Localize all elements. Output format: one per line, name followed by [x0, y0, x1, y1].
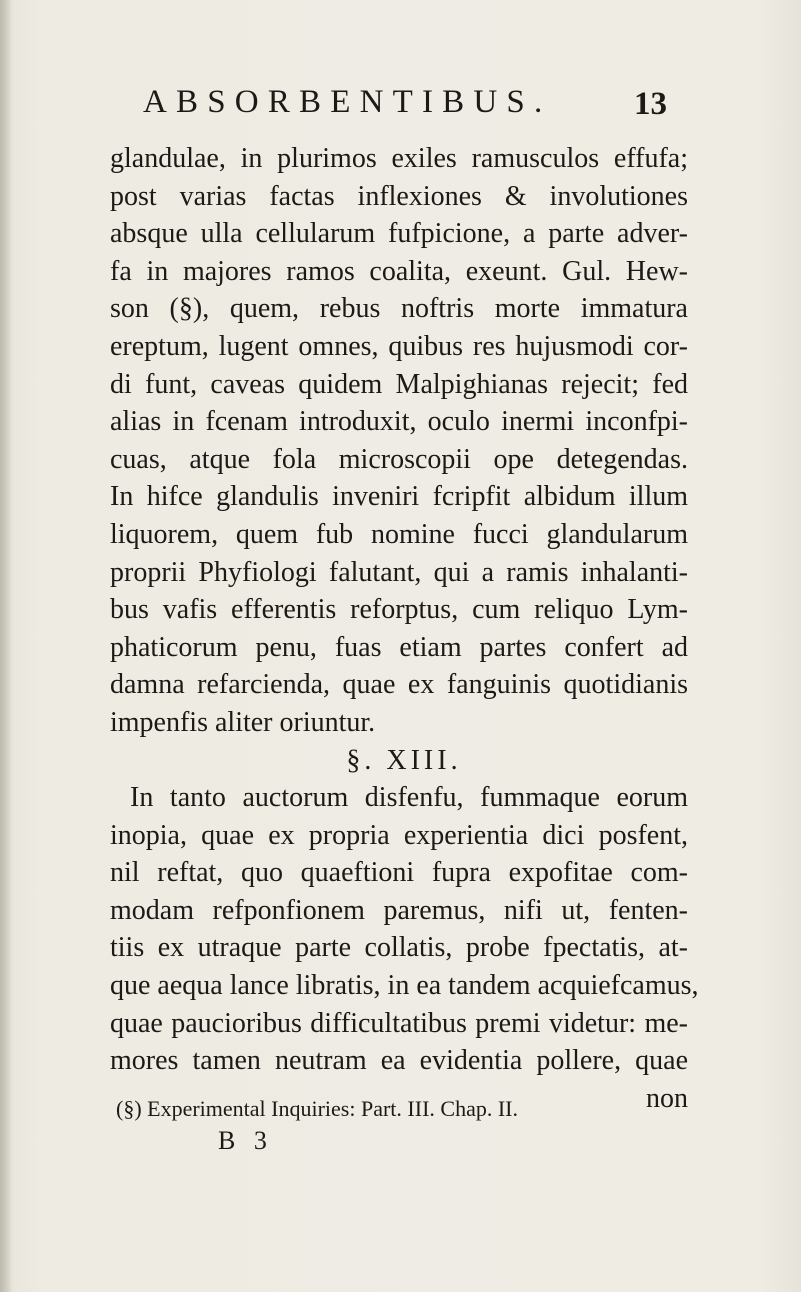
text-line: post varias factas inflexiones & involutiones: [110, 180, 688, 212]
text-line: impenfis aliter oriuntur.: [110, 706, 376, 738]
text-line: damna refarcienda, quae ex fanguinis quotidianis: [110, 669, 688, 701]
body-text: [110, 140, 699, 1117]
text-line: glandulae, in plurimos exiles ramusculos effufa;: [110, 143, 688, 174]
text-line: nil reftat, quo quaeftioni fupra expofitae com-: [110, 857, 688, 889]
text-line: In tanto auctorum disfenfu, fummaque eorum: [130, 782, 688, 814]
text-line: son (§), quem, rebus noftris morte immatura: [110, 293, 688, 325]
text-line: cuas, atque fola microscopii ope detegendas.: [110, 443, 688, 475]
signature-mark: B 3: [218, 1126, 273, 1155]
text-line: inopia, quae ex propria experientia dici posfent,: [110, 819, 688, 851]
text-line: alias in fcenam introduxit, oculo inermi inconfpi-: [110, 406, 688, 438]
text-line: di funt, caveas quidem Malpighianas rejecit; fed: [110, 368, 688, 400]
text-line: mores tamen neutram ea evidentia pollere, quae: [110, 1045, 688, 1077]
footnote: (§) Experimental Inquiries: Part. III. Chap. II.: [116, 1096, 518, 1121]
text-line: quae paucioribus difficultatibus premi videtur: me-: [110, 1007, 688, 1039]
text-line: modam refponfionem paremus, nifi ut, fenten-: [110, 894, 688, 926]
text-line: que aequa lance libratis, in ea tandem acquiefcamus,: [110, 970, 699, 1002]
text-line: In hifce glandulis inveniri fcripfit albidum illum: [110, 481, 688, 513]
text-line: fa in majores ramos coalita, exeunt. Gul. Hew-: [110, 255, 688, 287]
text-line: liquorem, quem fub nomine fucci glandularum: [110, 518, 688, 550]
text-line: phaticorum penu, fuas etiam partes confert ad: [110, 631, 688, 663]
text-line: bus vafis efferentis reforptus, cum reliquo Lym-: [110, 594, 688, 626]
text-line: ereptum, lugent omnes, quibus res hujusmodi cor-: [110, 330, 688, 362]
text-line: tiis ex utraque parte collatis, probe fpectatis, at-: [110, 932, 688, 964]
running-head: ABSORBENTIBUS.: [143, 84, 552, 120]
catchword: non: [646, 1082, 688, 1114]
section-heading: §. XIII.: [346, 744, 462, 776]
page-number: 13: [634, 86, 667, 122]
text-line: absque ulla cellularum fufpicione, a parte adver-: [110, 218, 688, 250]
binding-shadow: [0, 0, 12, 1292]
text-line: proprii Phyfiologi falutant, qui a ramis inhalanti-: [110, 556, 688, 588]
